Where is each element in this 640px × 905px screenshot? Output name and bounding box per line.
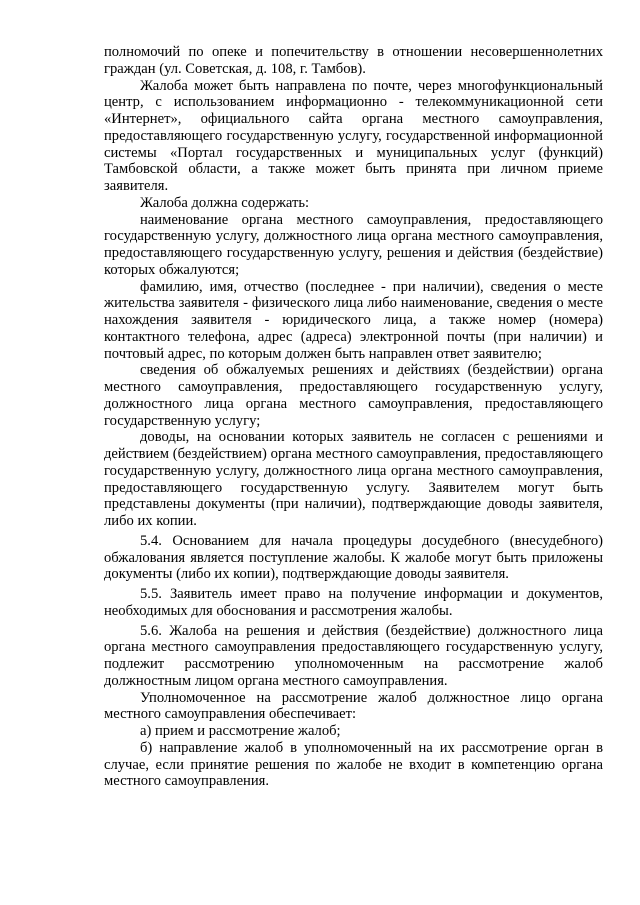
document-page xyxy=(104,44,603,790)
paragraph-5-6: 5.6. Жалоба на решения и действия (бездействие) должностного лица органа местного самоуправления предоставляющего государственную услугу, подлежит рассмотрению уполномоченным на рассмотрение жалоб должностным лицом органа местного самоуправления. xyxy=(104,622,603,689)
paragraph-applicant-details: фамилию, имя, отчество (последнее - при наличии), сведения о месте жительства заявителя - физического лица либо наименование, сведения о месте нахождения заявителя - юридического лица, а также номер (номера) контактного телефона, адрес (адреса) электронной почты (при наличии) и почтовый адрес, по которым должен быть направлен ответ заявителю; xyxy=(104,278,603,362)
paragraph-item-b: б) направление жалоб в уполномоченный на их рассмотрение орган в случае, если принятие решения по жалобе не входит в компетенцию органа местного самоуправления. xyxy=(104,739,603,790)
paragraph-arguments: доводы, на основании которых заявитель не согласен с решениями и действием (бездействием) органа местного самоуправления, предоставляющего государственную услугу, должностного лица органа местного самоуправления, предоставляющего государственную услугу. Заявителем могут быть представлены документы (при наличии), подтверждающие доводы заявителя, либо их копии. xyxy=(104,429,603,529)
paragraph-authority-name: наименование органа местного самоуправления, предоставляющего государственную услугу, должностного лица органа местного самоуправления, предоставляющего государственную услугу, решения и действия (бездействие) которых обжалуются; xyxy=(104,211,603,278)
paragraph-5-4: 5.4. Основанием для начала процедуры досудебного (внесудебного) обжалования является поступление жалобы. К жалобе могут быть приложены документы (либо их копии), подтверждающие доводы заявителя. xyxy=(104,532,603,583)
paragraph-contested-decisions: сведения об обжалуемых решениях и действиях (бездействии) органа местного самоуправления, предоставляющего государственную услугу, должностного лица органа местного самоуправления, предоставляющего государственную услугу; xyxy=(104,362,603,429)
paragraph-complaint-channels: Жалоба может быть направлена по почте, через многофункциональный центр, с использованием информационно - телекоммуникационной сети «Интернет», официального сайта органа местного самоуправления, предоставляющего государственную услугу, государственной информационной системы «Портал государственных и муниципальных услуг (функций) Тамбовской области, а также может быть принята при личном приеме заявителя. xyxy=(104,77,603,194)
paragraph-5-5: 5.5. Заявитель имеет право на получение информации и документов, необходимых для обоснования и рассмотрения жалобы. xyxy=(104,586,603,619)
paragraph-item-a: а) прием и рассмотрение жалоб; xyxy=(140,723,341,739)
paragraph-complaint-contents-heading: Жалоба должна содержать: xyxy=(140,194,310,211)
paragraph-authority-address: полномочий по опеке и попечительству в отношении несовершеннолетних граждан (ул. Советская, д. 108, г. Тамбов). xyxy=(104,44,603,77)
paragraph-official-duties: Уполномоченное на рассмотрение жалоб должностное лицо органа местного самоуправления обеспечивает: xyxy=(104,689,603,723)
